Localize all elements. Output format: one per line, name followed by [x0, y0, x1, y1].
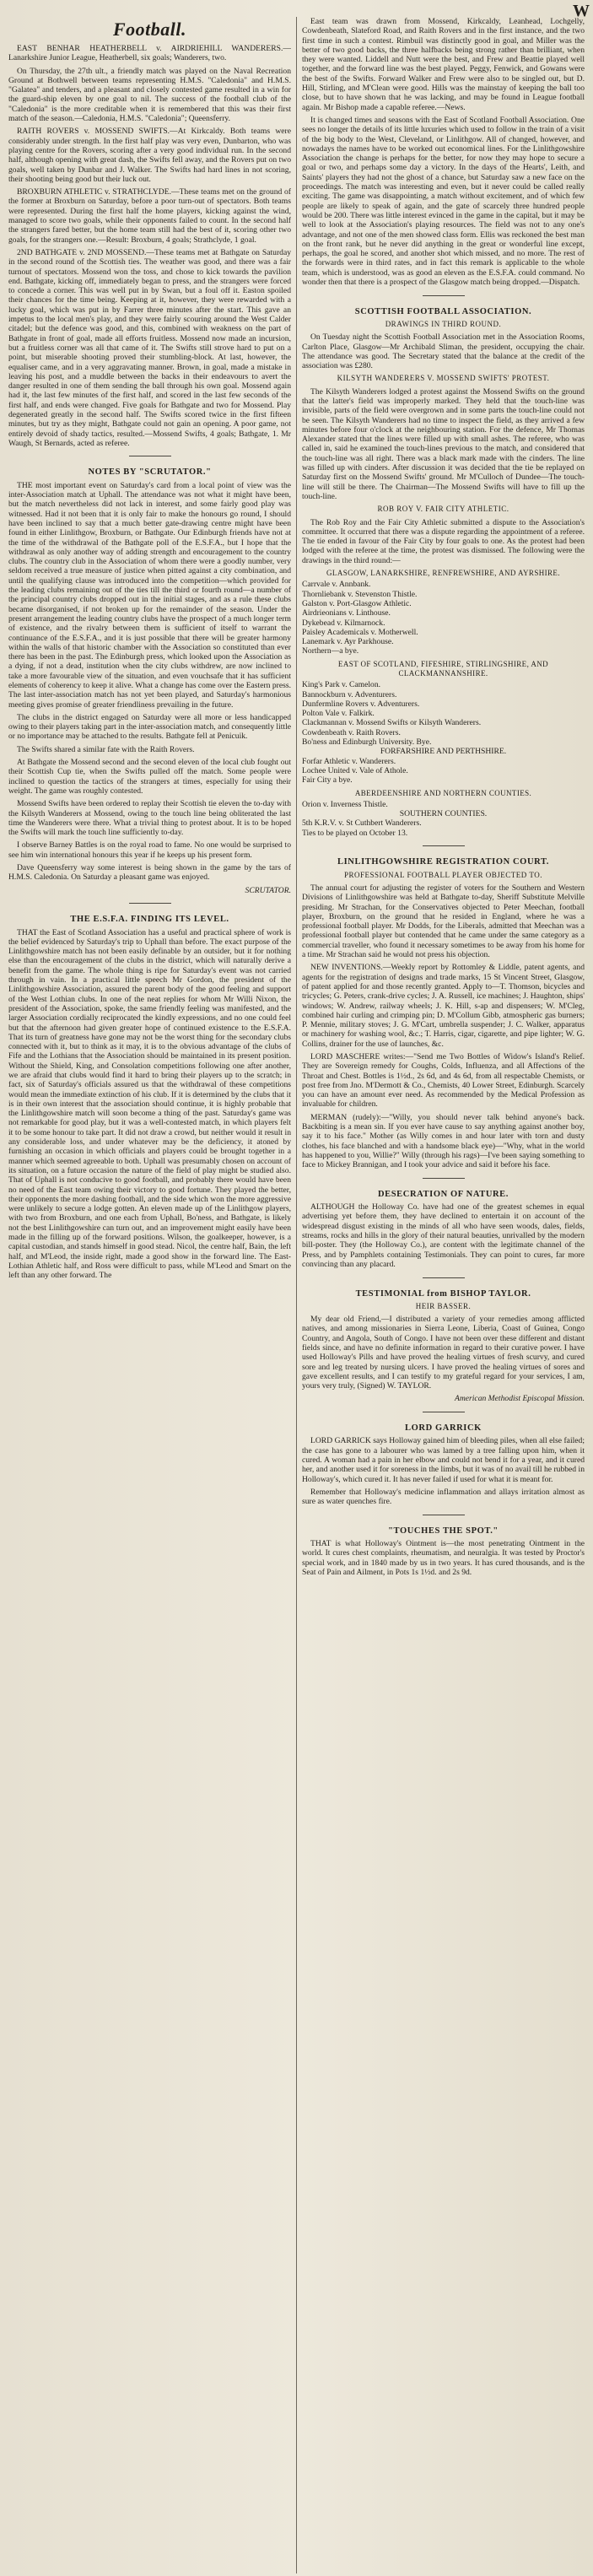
draw-region-heading: SOUTHERN COUNTIES.: [399, 809, 488, 819]
fixture-item: Airdrieonians v. Linthouse.: [302, 608, 391, 618]
humour-anecdote: MERMAN (rudely):—"Willy, you should never talk behind anyone's back. Backbiting is a mean sin. If you ever have cause to say anything against another boy, say it to his face." Mother (as Willy comes in and hour later with torn and dusty clothes, his face blanched and with a handsome black eye)—"Why, what in the world has happened to you, Willie?" Willy (through his rags)—I've been saying something to face to Mickey Brannigan, and I took your advice and said it before his face.: [302, 1112, 585, 1170]
notes-paragraph: The clubs in the district engaged on Saturday were all more or less handicapped owing to their players taking part in the inter-association match, and consequently little or no importance may be attached to the results. Bathgate fell at Penicuik.: [8, 712, 291, 742]
divider: [8, 899, 291, 908]
touches-title: "TOUCHES THE SPOT.": [388, 1526, 499, 1536]
divider: [302, 1272, 585, 1282]
fixture-item: Bannockburn v. Adventurers.: [302, 689, 397, 699]
garrick-advert: LORD GARRICK says Holloway gained him of bleeding piles, when all else failed; the case has gone to a labourer who was lamed by a tree falling upon him, when it cured. A woman had a pain in her elbow and could not bend it for a year, and it cured her, and another used it for soreness in the limbs, but it was of no avail till he rubbed in Holloway's, which cured it. It has never failed if used for what it is meant for.: [302, 1436, 585, 1484]
fixture-item: Forfar Athletic v. Wanderers.: [302, 756, 396, 766]
notes-signature: SCRUTATOR.: [245, 885, 291, 895]
notes-paragraph: I observe Barney Battles is on the royal road to fame. No one would be surprised to see him win international honours this year if he keeps up his present form.: [8, 840, 291, 860]
draw-list-north-south: [302, 800, 585, 838]
testimonial-letter: My dear old Friend,—I distributed a variety of your remedies among afflicted natives, and among missionaries in Sierra Leone, Liberia, Coast of Guinea, Congo Country, and Angola, South of Congo. I have not been over these different and distant fields since, and have no definite information in regard to their curative power. I have used Holloway's Pills and have proved the healing virtues of fresh scurvy, and cured sore and leg treated by nursing ulcers. I have proved the healing virtues of sores and gave excellent results, and I can testify to my grateful regard for your services, I am, yours very truly, (Signed) W. TAYLOR.: [302, 1315, 585, 1391]
match-report-raith-rovers: RAITH ROVERS v. MOSSEND SWIFTS.—At Kirkcaldy. Both teams were considerably under strength. In the first half play was very even, Dunbarton, who was playing centre for the Rovers, scoring after a very good individual run. In the second half, although opening with great dash, the Swifts fell away, and the Rovers put on two goals, well taken by Dunbar and J. Walker. The Swifts had hard lines in not scoring, their shooting being good but their luck out.: [8, 127, 291, 184]
divider: [302, 1174, 585, 1183]
fixture-item: Bo'ness and Edinburgh University. Bye.: [302, 737, 432, 748]
page-corner-letter: W: [573, 2, 590, 20]
advert-remedy: LORD MASCHERE writes:—"Send me Two Bottles of Widow's Island's Relief. They are Sovereign remedy for Coughs, Colds, Influenza, and all Affections of the Throat and Chest. Bottles is 1½d., 2s 6d, and 4s 6d, from all respectable Chemists, or post free from Jno. M'Dermott & Co., Chemists, 40 Lower Street, Edinburgh. Scarcely you can have an amount ever need. As recommended by the Medical Profession as invaluable for children.: [302, 1051, 585, 1110]
protest-title: KILSYTH WANDERERS V. MOSSEND SWIFTS' PROTEST.: [337, 374, 550, 383]
draw-region-heading: GLASGOW, LANARKSHIRE, RENFREWSHIRE, AND AYRSHIRE.: [326, 569, 560, 578]
inventions-notice: NEW INVENTIONS.—Weekly report by Rottomley & Liddle, patent agents, and agents for the registration of designs and trade marks, 15 St Vincent Street, Glasgow, of patent applied for and those recently granted. Apply to—T. Thomson, bicycles and tricycles; G. Peters, crank-drive cycles; J. A. Russell, ice machines; J. Haughton, ships' windows; W. Andrew, railway wheels; J. K. Hill, s-ap and dispensers; W. M'Cleg, combined hair curling and crimping pin; D. M'Collum Gibb, atmospheric gas burners; P. Mennie, military stoves; J. G. M'Cart, umbrella suspender; J. C. Walker, apparatus or machinery for washing wool, &c.; T. Harris, cigar, cigarette, and pipe lighter; W. G. Collins, drainer for the use of launches, &c.: [302, 963, 585, 1049]
garrick-title: LORD GARRICK: [405, 1423, 482, 1434]
match-report-caledonia: On Thursday, the 27th ult., a friendly match was played on the Naval Recreation Ground at Bothwell between teams representing H.M.S. "Caledonia" and H.M.S. "Galatea" and tenders, and a pleasant and closely contested game resulted in a win for the guard-ship eleven by one goal to nil. The success of the football club of the "Caledonia" is the more creditable when it is remembered that this was their first match of the season.—Caledonia, H.M.S. "Caledonia"; Queensferry.: [8, 66, 291, 124]
fixture-item: Carrvale v. Annbank.: [302, 580, 371, 590]
divider: [302, 1509, 585, 1519]
right-column: [302, 17, 585, 2573]
draw-region-heading: FORFARSHIRE AND PERTHSHIRE.: [380, 747, 507, 757]
columns: [8, 17, 585, 2573]
draw-list-east: [302, 680, 585, 785]
registration-subtitle: PROFESSIONAL FOOTBALL PLAYER OBJECTED TO.: [344, 870, 542, 879]
match-report-bathgate: 2ND BATHGATE v. 2ND MOSSEND.—These teams met at Bathgate on Saturday in the second round of the Scottish ties. The weather was good, and there was a fair turnout of spectators. Mossend won the toss, and chose to kick towards the pavilion end. Bathgate, kicking off, immediately began to press, and the strangers were forced to concede a corner. This was well put in by Swan, but a foul off it. Easton spoiled their chances for the time being. Keeping at it, however, they were rewarded with a lucky goal, which was put in by Farrer three minutes after the start. This gave an impetus to the local men's play, and they were fairly scouring around the West Calder citadel; but the defence was good, and this, combined with weakness on the part of Bathgate in front of goal, made all efforts fruitless. Mossend now made an incursion, but a fruitless corner was all that came of it. The Swifts still strove hard to put on a point, but miserable shooting proved their stumbling-block. At last, however, the equaliser came, and in a very aggravating manner. Brown, in goal, made a mistake in leaving his post, and a muddle between the backs in their endeavours to avert the danger resulted in one of them sending the ball through his own goal. Mossend again had it, the last few minutes of the first half, and scored in the last few seconds of the first half, and ends were changed. Five goals for Bathgate and two for Mossend. Play degenerated greatly in the second half. The Swifts scored twice in the first fifteen minutes, but try as they might, Bathgate could not gain an opening. A poor game, not entirely devoid of shady tactics, resulted.—Mossend Swifts, 4 goals; Bathgate, 1. Mr Waugh, St Bernards, acted as referee.: [8, 247, 291, 448]
desecration-advert: ALTHOUGH the Holloway Co. have had one of the greatest schemes in equal advertising yet before them, they have declined to entertain it on account of the widespread disgust existing in the minds of all who have seen woods, dales, fields, streams, rocks and hills in the glory of their natural beauties, unrivalled by the modern bill-poster. They (the Holloway Co.), are content with the legitimate channel of the Press, and by Pamphlets containing Testimonials. They can point to cures, far more convincing than any placard.: [302, 1202, 585, 1269]
fixture-item: King's Park v. Camelon.: [302, 680, 381, 690]
sfa-title: SCOTTISH FOOTBALL ASSOCIATION.: [354, 306, 532, 316]
fixture-item: Thornliebank v. Stevenston Thistle.: [302, 589, 418, 599]
fixture-item: Dykebead v. Kilmarnock.: [302, 618, 385, 628]
draw-list-west: [302, 580, 585, 656]
match-report-broxburn: BROXBURN ATHLETIC v. STRATHCLYDE.—These teams met on the ground of the former at Broxburn on Saturday, before a poor turn-out of spectators. Both teams were represented. During the first half the home players, kicking against the wind, managed to score two goals, while their opponents failed to count. In the second half the strangers fared better, but the home team still had the best of it, scoring other two goals, for the strangers one.—Result: Broxburn, 4 goals; Strathclyde, 1 goal.: [8, 187, 291, 245]
notes-paragraph: Mossend Swifts have been ordered to replay their Scottish tie eleven the to-day with the Kilsyth Wanderers at Mossend, owing to the touch line being obliterated the last time the Wanderers were there. What a trivial thing to protest about. It is to be hoped the Swifts will mark the touch line sufficiently to-day.: [8, 799, 291, 838]
fixture-item: Lochee United v. Vale of Athole.: [302, 765, 408, 775]
testimonial-signature: American Methodist Episcopal Mission.: [454, 1394, 585, 1404]
sfa-meeting: On Tuesday night the Scottish Football Association met in the Association Rooms, Carlton Place, Glasgow—Mr Archibald Sliman, the president, occupying the chair. The attendance was good. The Secretary stated that the balance at the credit of the association was £280.: [302, 332, 585, 371]
draw-region-heading: EAST OF SCOTLAND, FIFESHIRE, STIRLINGSHIRE, AND CLACKMANNANSHIRE.: [337, 659, 549, 678]
notes-title: NOTES BY "SCRUTATOR.": [88, 467, 212, 478]
section-headline: Football.: [112, 19, 186, 40]
fixture-item: Northern—a bye.: [302, 646, 359, 656]
left-column: [8, 17, 291, 2573]
notes-paragraph: THE most important event on Saturday's card from a local point of view was the inter-Association match at Uphall. The attendance was not what it might have been, but the match nevertheless did not lack in interest, and some fairly good play was witnessed. Had it not been that it is only fair to make the honours go round, I should have been inclined to say that a much better gate-drawing centre might have been found in either Linlithgow, Broxburn, or Bathgate. Our Edinburgh friends have not at the time of the withdrawal of the Bathgate poll of the E.S.F.A., but I hope that the withdrawal as only another way of adding strength and encouragement to the country clubs. The country club in the Association of whom there were a goodly number, very seldom received a true measure of justice when pitted against a city combination, and until the qualifying clause was introduced into the competition—which provided for the leading clubs remaining out of the ties till the third or fourth round—a number of the principal country clubs dropped out in the initial stages, and as a rule these clubs became disorganised, if not broken up for the remainder of the season. Under the present arrangement the leading country clubs have the prospect of a much longer term of existence, and the rivalry between them is sufficient of itself to warrant the continuance of the E.S.F.A., and it is just possible that there will be greater harmony within the walls of that historic chamber with the Association so constituted than ever there has been in the past. The Edinburgh press, which looked upon the Association as a dying, if not a dead, institution when the city clubs withdrew, are now inclined to take a more favourable view of the situation, and even vouchsafe that it has sufficient elements of coherency to keep it alive. What a change has come over the Eastern press. The last inter-association match has not yet been played, and Saturday's harmonious meeting gives promise of greater friendliness prevailing in the future.: [8, 480, 291, 710]
column-rule: [291, 17, 302, 2573]
fixture-item: Orion v. Inverness Thistle.: [302, 799, 388, 809]
testimonial-title: TESTIMONIAL from BISHOP TAYLOR.: [355, 1288, 531, 1299]
divider: [302, 1407, 585, 1417]
registration-report: The annual court for adjusting the register of voters for the Southern and Western Divisions of Linlithgowshire was held at Bathgate to-day, Sheriff Substitute Melville presiding. Mr Strachan, for the Conservatives objected to Peter Meechan, football player, Broxburn, on the ground that he resided in England, where he was a professional football player. Mr Dodds, for the Liberals, admitted that Meechan was a professional football player but contended that he came under the same category as a commercial traveller, who found it necessary sometimes to be away from his home for a time. Mr Strachan said he would not press his objection.: [302, 883, 585, 960]
notes-paragraph: Dave Queensferry way some interest is being shown in the game by the tars of H.M.S. Caledonia. On Saturday a pleasant game was enjoyed.: [8, 863, 291, 883]
dispute-title: ROB ROY V. FAIR CITY ATHLETIC.: [377, 505, 509, 514]
esfa-dispatch: It is changed times and seasons with the East of Scotland Football Association. One sees no longer the details of its little luxuries which used to follow in the train of a visit of the big body to the West, Cleveland, or Linlithgow. All of changed, however, and nowadays the names have to be worked out economical lines. For the Linlithgowshire Association the change is perhaps for the better, for now they may hope to secure a goal or two, and perhaps some day a victory. In the days of the Hearts', Leith, and Saints' players they had not the ghost of a chance, but Saturday saw a new face on the proceedings. The match was interesting and even, but it never could be called really exciting. The game was disappointing, a match without excitement, and of which few people are likely to speak of again, and the gate of scarcely three hundred people would be 200. There was little interest evinced in the game in the capital, but it may be well to look at the Association's playing resources. The field was not to any one's advantage, and not one of the men showed class form. Ellis was reckoned the best man on the front rank, but he never did anything in the great or wonderful line except, perhaps, the goal he scored, and another shot which missed, and no more. The rest of the forwards were in third rates, and in fact this remark is applicable to the whole team, which is understood, was as good an eleven as the E.S.F.A. could command. No wonder then that there is a prospect of the Glasgow match being dropped.—Dispatch.: [302, 115, 585, 288]
esfa-article: THAT the East of Scotland Association has a useful and practical sphere of work is the belief evidenced by Saturday's trip to Uphall than before. The exact purpose of the Linlithgowshire match has not been easily definable by an outsider, but it for nothing else than the encouragement of the clubs in the district, which will naturally derive a benefit from the game. The whole thing is ripe for Saturday's event was not carried through in vain. In a practical little speech Mr Gordon, the president of the Linlithgowshire Association, assured the parent body of the good feeling and support of the West Lothian clubs. In one of the neat replies for whom Mr Willi Nixon, the president of the Association, spoke, the same friendly feeling was manifested, and the larger Association cordially reciprocated the kindly expressions, and no one could feel but that the afternoon had given greater hope of continued existence to the E.S.F.A. That its turn of greatness have gone may not be the worst thing for the secondary clubs connected with it, but to think as it may, it is to the obvious advantage of the clubs of Fife and the Lothians that the Association should be maintained in its present position. Without the Shield, King, and Consolation competitions following one after another, we are afraid that clubs would find it hard to bring their players up to the scratch; in fact, six of Saturday's officials assured us that the withdrawal of these competitions would mean the immediate extinction of his club. If it is determined by the clubs that it is in their own interest that the association should continue, it is highly probable that the Linlithgowshire match will soon become a thing of the past. Saturday's game was not remarkable for good play, but it was a well-contested match, in which players felt it to be some honour to take part. It did not draw a crowd, but neither would it result in any considerable loss, and under whatever may be the deficiency, it atoned by furnishing an occasion in which officials and players could be brought together in a manner which seemed agreeable to both. Uphall was presumably chosen on account of its situation, on a future occasion the nature of the field of play might be studied also. That of Uphall is not conducive to good football, and probably there would have been no need of the East team owing their victory to good fortune. They played the better, their opponents the more dashing football, and the side which won the more aggressive were unlikely to secure a lodge gotten. An eleven made up of the Linlithgow players, with two from Broxburn, and one each from Uphall, Bo'ness, and Bathgate, is likely not the best Linlithgowshire can turn out, and an improvement might easily have been made in the filling up of the forward positions. Wilson, the goalkeeper, however, is a capital custodian, and stands himself in good stead. Nicol, the centre half, Bain, the left half, and M'Leod, the inside right, made a good show in the forward line. The East-Lothian Athletic half, and Ross were difficult to pass, while M'Leod and Smart on the left than any other forward. The: [8, 927, 291, 1281]
fixture-item: Galston v. Port-Glasgow Athletic.: [302, 598, 412, 608]
draw-region-heading: ABERDEENSHIRE AND NORTHERN COUNTIES.: [354, 788, 532, 797]
fixture-item: Lanemark v. Ayr Parkhouse.: [302, 637, 394, 647]
dispute-report: The Rob Roy and the Fair City Athletic submitted a dispute to the Association's committee. It occurred that there was a dispute regarding the appointment of a referee. The tie ended in favour of the Fair City by four goals to one. As the protest had been lodged with the referee at the time, the protest was dismissed. The following were the drawings in the third round:—: [302, 517, 585, 565]
sfa-subtitle: DRAWINGS IN THIRD ROUND.: [385, 319, 502, 328]
divider: [302, 841, 585, 851]
divider: [302, 290, 585, 300]
fixture-item: Paisley Academicals v. Motherwell.: [302, 627, 418, 637]
desecration-title: DESECRATION OF NATURE.: [377, 1189, 509, 1199]
fixture-item: Dunfermline Rovers v. Adventurers.: [302, 699, 420, 709]
fixture-note: Ties to be played on October 13.: [302, 828, 408, 838]
fixture-item: Clackmannan v. Mossend Swifts or Kilsyth Wanderers.: [302, 718, 482, 728]
divider: [8, 451, 291, 461]
testimonial-subtitle: HEIR BASSER.: [415, 1301, 472, 1310]
esfa-continued: East team was drawn from Mossend, Kirkcaldy, Leanhead, Lochgelly, Cowdenbeath, Slateford Road, and Raith Rovers and in the first instance, and the two first time in such a contest. Rimbuil was distinctly good in goal, and Miller was the better of two good backs, the three halfbacks being strong rather than brilliant, when they were wanted. Liddell and Nutt were the best, and Frew and Beattie played well together, and the forward line was the best played. Peggy, Fenwick, and Gowans were the best of the Swifts. Forward Walker and Frew were also to be singled out, but D. Hill, Stirling, and M'Clean were good. Hills was the mainstay of keeping the ball too close, but to have shown that he was lacking, and may be found in League football again. Mr Bishop made a capable referee.—News.: [302, 17, 585, 112]
fixture-item: 5th K.R.V. v. St Cuthbert Wanderers.: [302, 818, 422, 829]
notes-paragraph: The Swifts shared a similar fate with the Raith Rovers.: [17, 744, 195, 754]
protest-report: The Kilsyth Wanderers lodged a protest against the Mossend Swifts on the ground that the latter's field was improperly marked. They held that the touch-line was invisible, parts of the field were overgrown and in some parts the touch-line could not be seen. The Kilsyth Wanderers had no time to inspect the field, as they arrived a few minutes before four o'clock at the neighbouring station. For the defence, Mr Thomas Alexander stated that the lines were filled up with small ashes. The referee, who was called in, said he examined the touch-lines previous to the match, and considered that the touch-line was all right. There was a black mark made with the cinders. The line was filled up with cinders. After discussion it was decided that the tie be replayed on Saturday first on the Mossend Swifts' ground. Mr M'Culloch of Dundee—The touch-line will still be there. The Chairman—The Mossend Swifts will have to fill up the touch-line.: [302, 386, 585, 501]
esfa-title: THE E.S.F.A. FINDING ITS LEVEL.: [70, 915, 229, 925]
registration-title: LINLITHGOWSHIRE REGISTRATION COURT.: [337, 857, 549, 867]
fixture-item: Cowdenbeath v. Raith Rovers.: [302, 727, 401, 737]
garrick-advert-note: Remember that Holloway's medicine inflammation and allays irritation almost as sure as water quenches fire.: [302, 1487, 585, 1507]
match-report-heatherbell: EAST BENHAR HEATHERBELL v. AIRDRIEHILL WANDERERS.—Lanarkshire Junior League, Heatherbell, six goals; Wanderers, two.: [8, 44, 291, 63]
fixture-item: Polton Vale v. Falkirk.: [302, 709, 375, 719]
fixture-item: Fair City a bye.: [302, 775, 353, 786]
notes-paragraph: At Bathgate the Mossend second and the second eleven of the local club fought out their Scottish Cup tie, when the Swifts pulled off the match. Some people were inclined to question the tactics of the strangers at times, especially for using their weight. The game was roughly contested.: [8, 758, 291, 796]
ointment-advert: THAT is what Holloway's Ointment is—the most penetrating Ointment in the world. It cures chest complaints, rheumatism, and neuralgia. It was tested by Proctor's special work, and in 1840 made by us in two years. It has cured thousands, and is the Seat of Pain and Ailment, in Pots 1s 1½d. and 2s 9d.: [302, 1539, 585, 1577]
